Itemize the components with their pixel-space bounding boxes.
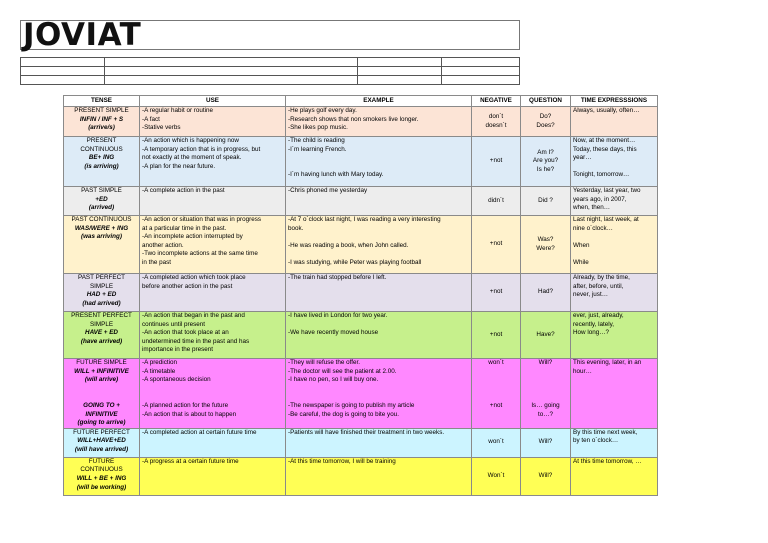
cell-time — [571, 107, 658, 137]
example-line — [288, 250, 469, 259]
use-line: -Stative verbs — [142, 124, 181, 132]
tense-line: HAVE + ED — [85, 329, 118, 337]
cell-negative — [472, 312, 521, 359]
cell-use — [140, 457, 286, 495]
time-line: Already, by the time, — [573, 274, 630, 281]
tense-line: BE+ ING — [88, 154, 115, 162]
time-line: How long…? — [573, 329, 610, 337]
tense-line — [66, 393, 137, 402]
cell-tense — [64, 428, 140, 457]
time-line: years ago, in 2007, — [573, 195, 627, 203]
header-question: QUESTION — [521, 96, 571, 107]
cell-example — [286, 457, 472, 495]
negative-line: +not — [489, 330, 503, 338]
example-line: -I was studying, while Peter was playing football — [288, 258, 422, 266]
time-line: when, then… — [573, 204, 611, 212]
tense-line: (going to arrive) — [77, 419, 126, 427]
use-line: importance in the present — [142, 346, 214, 354]
question-line: Will? — [538, 471, 553, 479]
question-line — [523, 376, 568, 385]
table-body — [64, 107, 658, 496]
negative-line: +not — [489, 401, 503, 409]
tense-line: INFIN / INF + S — [79, 115, 124, 123]
table-row — [64, 137, 658, 187]
cell-time — [571, 359, 658, 429]
question-line: Do? — [539, 112, 552, 120]
time-line: Now, at the moment… — [573, 137, 636, 144]
tense-line: SIMPLE — [89, 320, 114, 328]
cell-example — [286, 312, 472, 359]
use-line: -A fact — [142, 115, 160, 123]
cell-tense — [64, 137, 140, 187]
cell-example — [286, 428, 472, 457]
negative-line — [474, 376, 518, 385]
cell-question — [521, 216, 571, 274]
tense-line: WILL + INFINITIVE — [74, 367, 129, 375]
use-line: another action. — [142, 241, 184, 249]
cell-example — [286, 359, 472, 429]
question-line: Had? — [537, 288, 554, 296]
cell-negative — [472, 359, 521, 429]
tense-line: (arrived) — [88, 204, 115, 212]
tense-line: PAST PERFECT — [77, 274, 125, 281]
time-line: At this time tomorrow, … — [573, 457, 642, 465]
tense-line: (have arrived) — [80, 337, 123, 345]
use-line: -A timetable — [142, 367, 176, 375]
use-line: before another action in the past — [142, 282, 233, 290]
negative-line: +not — [489, 288, 503, 296]
question-line: Have? — [536, 330, 555, 338]
use-line: -A spontaneous decision — [142, 376, 211, 384]
question-line — [523, 368, 568, 377]
use-line: -An action or situation that was in progress — [142, 216, 262, 223]
tense-line: FUTURE SIMPLE — [76, 359, 127, 366]
cell-negative — [472, 187, 521, 216]
cell-question — [521, 274, 571, 312]
question-line: Will? — [538, 359, 553, 366]
logo-box — [20, 17, 520, 53]
time-line: nine o´clock… — [573, 224, 613, 232]
time-line: Always, usually, often… — [573, 107, 640, 114]
time-line — [573, 250, 655, 259]
header-example: EXAMPLE — [286, 96, 472, 107]
example-line — [288, 233, 469, 242]
header-use: USE — [140, 96, 286, 107]
table-row — [64, 274, 658, 312]
header-negative: NEGATIVE — [472, 96, 521, 107]
time-line: Yesterday, last year, two — [573, 187, 641, 194]
time-line: by ten o´clock… — [573, 437, 619, 445]
example-line: -The child is reading — [288, 137, 345, 144]
tenses-table — [63, 95, 658, 496]
header-row — [64, 96, 658, 107]
negative-line — [474, 393, 518, 402]
time-line: ever, just, already, — [573, 312, 624, 319]
cell-question — [521, 428, 571, 457]
cell-use — [140, 107, 286, 137]
use-line: in the past — [142, 258, 172, 266]
cell-negative — [472, 216, 521, 274]
use-line: -A regular habit or routine — [142, 107, 214, 114]
tense-line: (will arrive) — [84, 376, 119, 384]
question-line: Was? — [537, 235, 554, 243]
table-row — [64, 187, 658, 216]
question-line — [523, 393, 568, 402]
tense-line: SIMPLE — [89, 282, 114, 290]
tense-line: +ED — [95, 195, 108, 203]
example-line: -At 7 o´clock last night, I was reading a very interesting — [288, 216, 441, 223]
use-line: -A progress at a certain future time — [142, 457, 239, 465]
example-line: book. — [288, 224, 304, 232]
time-line: never, just… — [573, 291, 608, 299]
question-line: Am I? — [537, 148, 554, 156]
cell-negative — [472, 107, 521, 137]
example-line: -I´m having lunch with Mary today. — [288, 171, 384, 179]
cell-question — [521, 107, 571, 137]
tense-line: FUTURE PERFECT — [73, 428, 130, 436]
time-line: Tonight, tomorrow… — [573, 171, 630, 179]
cell-time — [571, 457, 658, 495]
use-line: -A prediction — [142, 359, 178, 366]
cell-negative — [472, 274, 521, 312]
cell-tense — [64, 312, 140, 359]
tense-line: CONTINUOUS — [80, 466, 123, 474]
cell-time — [571, 216, 658, 274]
example-line: -Chris phoned me yesterday — [288, 187, 368, 194]
question-line: Is he? — [536, 165, 555, 173]
cell-time — [571, 137, 658, 187]
cell-use — [140, 137, 286, 187]
cell-time — [571, 187, 658, 216]
time-line: By this time next week, — [573, 428, 638, 436]
negative-line: don´t — [488, 112, 504, 120]
example-line: -She likes pop music. — [288, 124, 348, 132]
negative-line: doesn´t — [485, 121, 507, 129]
cell-negative — [472, 137, 521, 187]
example-line: -We have recently moved house — [288, 329, 379, 337]
use-line: -An action that began in the past and — [142, 312, 245, 319]
cell-time — [571, 428, 658, 457]
cell-example — [286, 216, 472, 274]
tense-line: PAST SIMPLE — [81, 187, 122, 194]
example-line — [288, 321, 469, 330]
table-row — [64, 359, 658, 429]
cell-tense — [64, 107, 140, 137]
tense-line: (arrive/s) — [88, 124, 115, 132]
time-line: This evening, later, in an — [573, 359, 642, 366]
header-tense: TENSE — [64, 96, 140, 107]
use-line — [142, 393, 283, 402]
cell-time — [571, 312, 658, 359]
tense-line: PRESENT SIMPLE — [74, 107, 129, 114]
time-line — [573, 163, 655, 172]
use-line: undetermined time in the past and has — [142, 337, 250, 345]
tense-line: (is arriving) — [84, 162, 119, 170]
negative-line: +not — [489, 240, 503, 248]
time-line: While — [573, 258, 589, 266]
question-line — [523, 385, 568, 394]
negative-line: +not — [489, 157, 503, 165]
use-line: -Two incomplete actions at the same time — [142, 250, 258, 258]
cell-question — [521, 187, 571, 216]
tense-line: PRESENT PERFECT — [71, 312, 132, 319]
cell-example — [286, 137, 472, 187]
header-time-expressions: TIME EXPRESSSIONS — [571, 96, 658, 107]
tense-line — [66, 385, 137, 394]
time-line: Last night, last week, at — [573, 216, 639, 223]
use-line: -A planned action for the future — [142, 401, 229, 409]
tense-line: WAS/WERE + ING — [74, 224, 129, 232]
example-line: -I have lived in London for two year. — [288, 312, 388, 319]
tense-line: FUTURE — [88, 457, 115, 465]
cell-tense — [64, 216, 140, 274]
cell-question — [521, 457, 571, 495]
question-line: Were? — [536, 244, 555, 252]
cell-use — [140, 359, 286, 429]
example-line: -The train had stopped before I left. — [288, 274, 387, 281]
time-line: Today, these days, this — [573, 145, 637, 153]
tense-line: GOING TO + — [83, 401, 120, 409]
time-line: When — [573, 241, 590, 249]
logo: JOVIAT — [23, 17, 142, 53]
example-line: -Patients will have finished their treatment in two weeks. — [288, 428, 445, 436]
table-row — [64, 312, 658, 359]
table-row — [64, 428, 658, 457]
use-line: -A plan for the near future. — [142, 162, 216, 170]
negative-line: won´t — [488, 438, 504, 446]
cell-time — [571, 274, 658, 312]
use-line: -An action that is about to happen — [142, 410, 237, 418]
negative-line — [474, 385, 518, 394]
example-line — [288, 385, 469, 394]
example-line — [288, 154, 469, 163]
use-line: -A temporary action that is in progress, but — [142, 145, 261, 153]
cell-tense — [64, 187, 140, 216]
tense-line: INFINITIVE — [85, 410, 118, 418]
cell-example — [286, 187, 472, 216]
tense-line: (was arriving) — [81, 233, 122, 241]
use-line: not exactly at the moment of speak. — [142, 154, 242, 162]
cell-tense — [64, 457, 140, 495]
question-line: Are you? — [532, 157, 559, 165]
example-line: -He was reading a book, when John called. — [288, 241, 409, 249]
cell-negative — [472, 457, 521, 495]
info-grid — [20, 57, 520, 85]
tense-line: (had arrived) — [82, 299, 121, 307]
example-line: -Research shows that non smokers live longer. — [288, 115, 419, 123]
use-line: -A completed action which took place — [142, 274, 246, 281]
tense-line: CONTINUOUS — [80, 145, 123, 153]
tense-line: (will have arrived) — [74, 445, 129, 453]
use-line — [142, 385, 283, 394]
cell-tense — [64, 359, 140, 429]
tense-line: HAD + ED — [86, 291, 117, 299]
tense-line: PAST CONTINUOUS — [71, 216, 132, 223]
tense-line: (will be working) — [76, 483, 127, 491]
use-line: -An action that took place at an — [142, 329, 229, 337]
example-line: -At this time tomorrow, I will be training — [288, 457, 396, 465]
table-row — [64, 107, 658, 137]
negative-line: won´t — [488, 359, 504, 366]
time-line: year… — [573, 154, 592, 162]
use-line: continues until present — [142, 320, 206, 328]
example-line: -The doctor will see the patient at 2.00. — [288, 367, 397, 375]
question-line: Did ? — [538, 196, 553, 204]
question-line: to…? — [537, 410, 554, 418]
negative-line: didn´t — [488, 196, 504, 204]
cell-example — [286, 107, 472, 137]
question-line: Does? — [536, 121, 555, 129]
example-line — [288, 163, 469, 172]
use-line: -A complete action in the past — [142, 187, 225, 194]
example-line: -The newspaper is going to publish my article — [288, 401, 415, 409]
cell-question — [521, 137, 571, 187]
time-line — [573, 233, 655, 242]
use-line: at a particular time in the past. — [142, 224, 227, 232]
cell-use — [140, 312, 286, 359]
question-line: Is… going — [531, 401, 560, 409]
cell-use — [140, 216, 286, 274]
example-line: -He plays golf every day. — [288, 107, 357, 114]
question-line: Will? — [538, 438, 553, 446]
use-line: -An incomplete action interrupted by — [142, 233, 243, 241]
cell-negative — [472, 428, 521, 457]
example-line: -I´m learning French. — [288, 145, 347, 153]
example-line: -They will refuse the offer. — [288, 359, 360, 366]
tense-line: PRESENT — [86, 137, 117, 144]
example-line — [288, 393, 469, 402]
example-line: -Be careful, the dog is going to bite you. — [288, 410, 399, 418]
cell-use — [140, 187, 286, 216]
table-row — [64, 216, 658, 274]
use-line: -An action which is happening now — [142, 137, 239, 144]
tense-line: WILL + BE + ING — [76, 474, 127, 482]
table-row — [64, 457, 658, 495]
negative-line: Won´t — [487, 471, 505, 479]
cell-example — [286, 274, 472, 312]
time-line: recently, lately, — [573, 320, 615, 328]
cell-question — [521, 359, 571, 429]
use-line: -A completed action at certain future time — [142, 428, 257, 436]
cell-tense — [64, 274, 140, 312]
cell-question — [521, 312, 571, 359]
cell-use — [140, 428, 286, 457]
tense-line: WILL+HAVE+ED — [77, 437, 126, 445]
negative-line — [474, 368, 518, 377]
cell-use — [140, 274, 286, 312]
time-line: hour… — [573, 367, 592, 375]
time-line: after, before, until, — [573, 282, 624, 290]
example-line: -I have no pen, so I will buy one. — [288, 376, 379, 384]
